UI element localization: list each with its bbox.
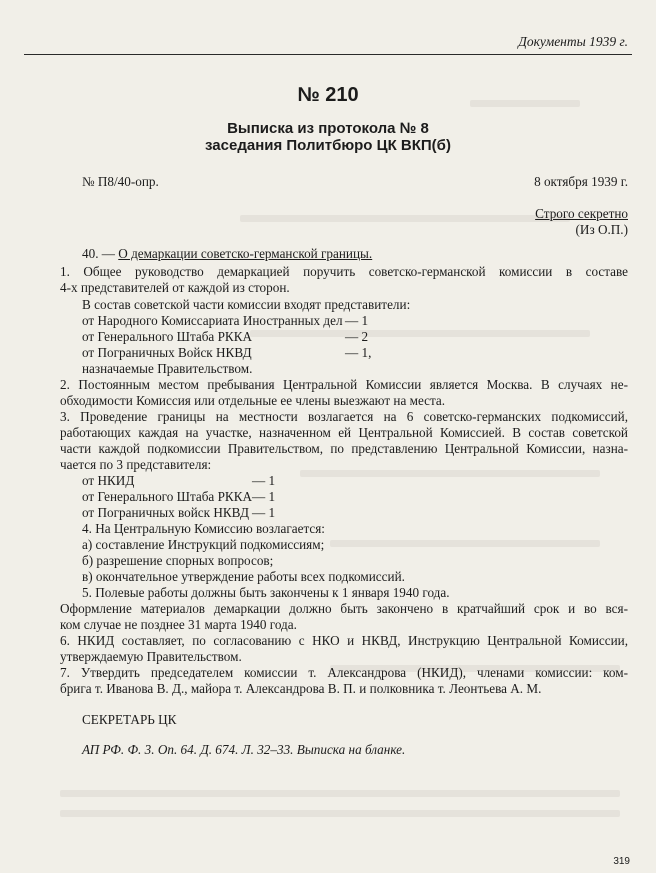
protocol-number: № П8/40-опр.: [82, 174, 159, 189]
rep-count: — 2: [345, 329, 369, 344]
paragraph-3-line-1: 3. Проведение границы на местности возлагается на 6 советско-германских подкомиссий,: [60, 409, 628, 424]
marking: (Из О.П.): [575, 222, 628, 237]
paragraph-7-line-2: брига т. Иванова В. Д., майора т. Александрова В. П. и полковника т. Леонтьева А. М.: [60, 681, 542, 696]
paragraph-5: 5. Полевые работы должны быть закончены к 1 января 1940 года.: [82, 585, 450, 600]
header-rule: [24, 54, 632, 55]
item-number: 40. —: [82, 246, 115, 261]
rep-count: — 1: [345, 313, 369, 328]
page-number: 319: [613, 856, 630, 867]
signature-line: СЕКРЕТАРЬ ЦК: [82, 712, 177, 727]
paragraph-1-line-2: 4-х представителей от каждой из сторон.: [60, 280, 290, 295]
subcommission-rep-label: от Генерального Штаба РККА: [82, 489, 253, 504]
document-date: 8 октября 1939 г.: [534, 174, 628, 189]
document-number: № 210: [297, 84, 359, 106]
paragraph-2-line-2: обходимости Комиссия или отдельные ее члены выезжают на места.: [60, 393, 446, 408]
bleed-through-mark: [60, 790, 620, 797]
paragraph-3-line-2: работающих каждая на участке, назначенном ей Центральной Комиссией. В состав советской: [60, 425, 628, 440]
rep-label: от Генерального Штаба РККА: [82, 329, 253, 344]
duty-item: б) разрешение спорных вопросов;: [82, 553, 274, 568]
bleed-through-mark: [250, 330, 590, 337]
title-line-1: Выписка из протокола № 8: [227, 120, 429, 137]
duty-item: а) составление Инструкций подкомиссиям;: [82, 537, 325, 552]
title-line-2: заседания Политбюро ЦК ВКП(б): [205, 137, 451, 154]
subcommission-rep-label: от Пограничных войск НКВД: [82, 505, 249, 520]
paragraph-5-cont-line-2: ком случае не позднее 31 марта 1940 года.: [60, 617, 297, 632]
subcommission-rep-count: — 1: [252, 473, 276, 488]
item-heading: О демаркации советско-германской границы.: [118, 246, 373, 261]
appointed-line: назначаемые Правительством.: [82, 361, 253, 376]
rep-count: — 1,: [345, 345, 372, 360]
bleed-through-mark: [300, 470, 600, 477]
classification-stamp: Строго секретно: [535, 206, 628, 221]
duty-item: в) окончательное утверждение работы всех подкомиссий.: [82, 569, 405, 584]
bleed-through-mark: [60, 810, 620, 817]
paragraph-3-line-3: части каждой подкомиссии Правительством, по представлению Центральной Комиссии, назна-: [60, 441, 628, 456]
paragraph-6-line-2: утверждаемую Правительством.: [60, 649, 242, 664]
subcommission-rep-label: от НКИД: [82, 473, 135, 488]
bleed-through-mark: [240, 215, 570, 222]
paragraph-4-intro: 4. На Центральную Комиссию возлагается:: [82, 521, 325, 536]
rep-label: от Народного Комиссариата Иностранных дел: [82, 313, 343, 328]
document-title: [0, 120, 656, 154]
paragraph-2-line-1: 2. Постоянным местом пребывания Центральной Комиссии является Москва. В случаях не-: [60, 377, 628, 392]
subcommission-rep-count: — 1: [252, 489, 276, 504]
paragraph-1-line-1: 1. Общее руководство демаркацией поручить советско-германской комиссии в составе: [60, 264, 628, 279]
item-header: [82, 246, 372, 262]
paragraph-5-cont-line-1: Оформление материалов демаркации должно быть закончено в кратчайший срок и во вся-: [60, 601, 628, 616]
paragraph-6-line-1: 6. НКИД составляет, по согласованию с НКО и НКВД, Инструкцию Центральной Комиссии,: [60, 633, 628, 648]
paragraph-7-line-1: 7. Утвердить председателем комиссии т. Александрова (НКИД), членами комиссии: ком-: [60, 665, 628, 680]
soviet-part-intro: В состав советской части комиссии входят представители:: [82, 297, 411, 312]
archival-source: АП РФ. Ф. 3. Оп. 64. Д. 674. Л. 32–33. Выписка на бланке.: [82, 742, 406, 757]
rep-label: от Пограничных Войск НКВД: [82, 345, 252, 360]
running-head: Документы 1939 г.: [518, 34, 628, 49]
subcommission-rep-count: — 1: [252, 505, 276, 520]
bleed-through-mark: [330, 540, 600, 547]
paragraph-3-line-4: чается по 3 представителя:: [60, 457, 212, 472]
